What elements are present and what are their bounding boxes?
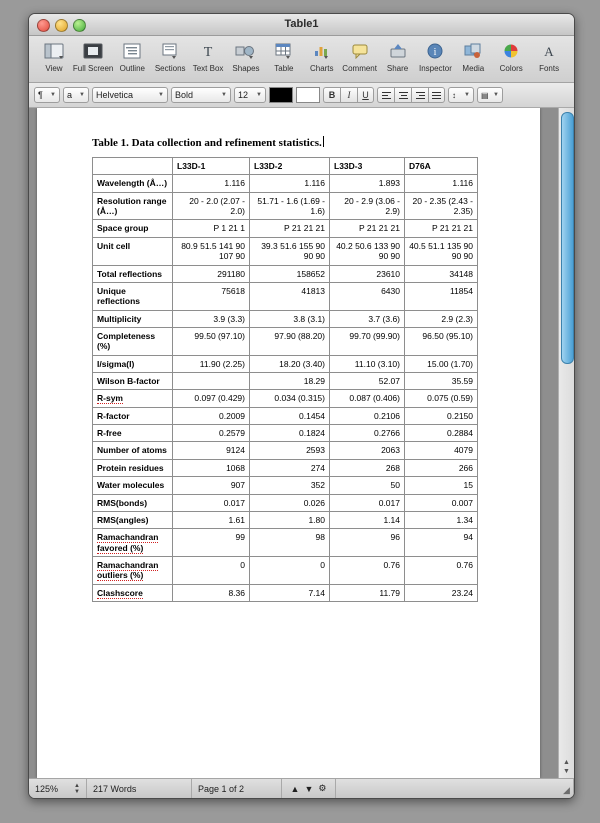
full-screen-icon	[83, 40, 103, 62]
table-cell: 1.116	[250, 175, 330, 192]
table-header-d76a: D76A	[405, 158, 478, 175]
table-cell: 0.2150	[405, 407, 478, 424]
table-cell: 11.90 (2.25)	[173, 355, 250, 372]
table-row[interactable]	[93, 237, 478, 265]
format-bar	[29, 83, 574, 108]
table-cell: 266	[405, 459, 478, 476]
align-right-icon[interactable]	[411, 87, 428, 103]
table-cell: 2063	[330, 442, 405, 459]
table-row[interactable]	[93, 373, 478, 390]
table-cell: 0.075 (0.59)	[405, 390, 478, 407]
font-size-value: 12	[238, 90, 249, 100]
toolbar-label: Fonts	[539, 64, 560, 73]
table-cell: 291180	[173, 265, 250, 282]
table-row-label	[93, 556, 173, 584]
table-cell: 2.9 (2.3)	[405, 310, 478, 327]
table-cell: 0.034 (0.315)	[250, 390, 330, 407]
table-row-label: Multiplicity	[93, 310, 173, 327]
close-button[interactable]	[37, 19, 50, 32]
toolbar-item-table[interactable]	[265, 38, 303, 80]
table-cell: 268	[330, 459, 405, 476]
table-cell: 11.10 (3.10)	[330, 355, 405, 372]
table-cell: 0	[250, 556, 330, 584]
table-row[interactable]	[93, 310, 478, 327]
toolbar-item-share[interactable]	[379, 38, 417, 80]
scroll-down-icon[interactable]: ▼	[563, 768, 570, 775]
table-cell: 0.2766	[330, 425, 405, 442]
table-cell: 0.76	[405, 556, 478, 584]
column-icon: ▤	[481, 90, 489, 100]
table-row[interactable]	[93, 442, 478, 459]
font-style-menu[interactable]	[171, 87, 231, 103]
table-row-label: Resolution range (Å…)	[93, 192, 173, 220]
table-cell: 35.59	[405, 373, 478, 390]
fill-color-swatch[interactable]	[296, 87, 320, 103]
minimize-button[interactable]	[55, 19, 68, 32]
toolbar-item-full-screen[interactable]	[73, 38, 113, 80]
table-row-label: RMS(angles)	[93, 511, 173, 528]
resize-grip-icon[interactable]: ◢	[563, 785, 570, 795]
table-icon	[274, 40, 294, 62]
toolbar-item-media[interactable]	[454, 38, 492, 80]
spelling-underline: Ramachandran favored (%)	[97, 532, 159, 553]
font-family-value: Helvetica	[96, 90, 134, 100]
align-justify-icon[interactable]	[428, 87, 445, 103]
table-cell	[173, 373, 250, 390]
toolbar-item-text-box[interactable]	[189, 38, 227, 80]
toolbar-label: Text Box	[192, 64, 224, 73]
table-cell: 3.8 (3.1)	[250, 310, 330, 327]
table-cell: 15.00 (1.70)	[405, 355, 478, 372]
table-cell: 0	[173, 556, 250, 584]
table-header-row	[93, 158, 478, 175]
font-style-value: Bold	[175, 90, 194, 100]
outline-icon	[122, 40, 142, 62]
next-page-icon[interactable]: ▼	[304, 783, 314, 794]
table-header-l33d1: L33D-1	[173, 158, 250, 175]
toolbar-label: Full Screen	[72, 64, 114, 73]
table-row-label: Unit cell	[93, 237, 173, 265]
zoom-value: 125%	[35, 783, 59, 794]
table-row[interactable]	[93, 282, 478, 310]
table-row-label: Wilson B-factor	[93, 373, 173, 390]
spelling-underline: R-sym	[97, 393, 123, 404]
table-cell: 99	[173, 529, 250, 557]
column-spacing-menu[interactable]	[477, 87, 503, 103]
table-row-label: Number of atoms	[93, 442, 173, 459]
table-header-blank	[93, 158, 173, 175]
table-cell: 99.70 (99.90)	[330, 327, 405, 355]
table-cell: 40.5 51.1 135 90 90 90	[405, 237, 478, 265]
table-cell: 39.3 51.6 155 90 90 90	[250, 237, 330, 265]
table-row-label	[93, 584, 173, 601]
document-area	[29, 108, 574, 778]
table-row[interactable]	[93, 584, 478, 601]
table-header-l33d3: L33D-3	[330, 158, 405, 175]
chevron-down-icon: ▼	[256, 92, 262, 98]
media-icon	[463, 40, 483, 62]
statistics-table[interactable]	[92, 157, 478, 602]
paragraph-style-menu[interactable]	[34, 87, 60, 103]
table-cell: 0.2579	[173, 425, 250, 442]
table-row-label: R-factor	[93, 407, 173, 424]
spelling-underline: Ramachandran outliers (%)	[97, 559, 159, 581]
previous-page-icon[interactable]: ▲	[290, 783, 300, 794]
table-row[interactable]	[93, 425, 478, 442]
table-row[interactable]	[93, 529, 478, 557]
font-family-menu[interactable]	[92, 87, 168, 103]
chevron-down-icon: ▼	[493, 92, 499, 98]
table-cell: 0.026	[250, 494, 330, 511]
alignment-group	[377, 87, 445, 103]
table-cell: 3.7 (3.6)	[330, 310, 405, 327]
zoom-stepper-icon[interactable]: ▲ ▼	[74, 782, 80, 795]
italic-button[interactable]: I	[340, 87, 357, 103]
title-bar[interactable]	[29, 14, 574, 36]
toolbar-item-outline[interactable]	[113, 38, 151, 80]
table-row-label: Protein residues	[93, 459, 173, 476]
page-title	[92, 136, 524, 149]
list-style-menu[interactable]	[63, 87, 89, 103]
table-cell: 23610	[330, 265, 405, 282]
table-cell: 18.20 (3.40)	[250, 355, 330, 372]
page-settings-icon[interactable]: ⚙	[318, 783, 327, 793]
scrollbar-arrows[interactable]	[560, 758, 573, 776]
toolbar-label: Inspector	[418, 64, 452, 73]
table-row-label: R-free	[93, 425, 173, 442]
table-row-label: I/sigma(I)	[93, 355, 173, 372]
table-cell: 1.116	[173, 175, 250, 192]
toolbar-label: Sections	[154, 64, 186, 73]
toolbar-label: Outline	[119, 64, 145, 73]
toolbar-label: Colors	[499, 64, 523, 73]
table-row[interactable]	[93, 407, 478, 424]
table-cell: P 21 21 21	[405, 220, 478, 237]
table-cell: 0.1824	[250, 425, 330, 442]
toolbar-label: View	[45, 64, 63, 73]
table-cell: 0.017	[173, 494, 250, 511]
table-cell: 0.1454	[250, 407, 330, 424]
table-row-label: Water molecules	[93, 477, 173, 494]
toolbar-item-fonts[interactable]	[530, 38, 568, 80]
table-row[interactable]	[93, 390, 478, 407]
table-cell: P 21 21 21	[250, 220, 330, 237]
colors-icon	[501, 40, 521, 62]
word-count: 217 Words	[87, 779, 192, 798]
list-style-value: a	[67, 90, 73, 100]
table-cell: 158652	[250, 265, 330, 282]
table-cell: 9124	[173, 442, 250, 459]
chevron-down-icon: ▼	[221, 92, 227, 98]
table-cell: 0.76	[330, 556, 405, 584]
table-cell: 1.116	[405, 175, 478, 192]
toolbar-item-sections[interactable]	[151, 38, 189, 80]
toolbar-label: Table	[274, 64, 294, 73]
table-cell: 34148	[405, 265, 478, 282]
table-cell: 18.29	[250, 373, 330, 390]
character-style-group	[323, 87, 374, 103]
table-row-label: RMS(bonds)	[93, 494, 173, 511]
share-icon	[388, 40, 408, 62]
table-cell: 4079	[405, 442, 478, 459]
font-size-menu[interactable]	[234, 87, 266, 103]
table-row[interactable]	[93, 494, 478, 511]
svg-text:A: A	[544, 44, 554, 59]
line-spacing-menu[interactable]	[448, 87, 474, 103]
zoom-button[interactable]	[73, 19, 86, 32]
toolbar-item-shapes[interactable]	[227, 38, 265, 80]
table-cell: 274	[250, 459, 330, 476]
table-cell: 52.07	[330, 373, 405, 390]
comment-icon	[350, 40, 370, 62]
table-cell: P 21 21 21	[330, 220, 405, 237]
spelling-underline: Clashscore	[97, 587, 143, 598]
table-row[interactable]	[93, 327, 478, 355]
svg-text:T: T	[203, 45, 213, 59]
table-cell: 11854	[405, 282, 478, 310]
table-cell: 41813	[250, 282, 330, 310]
table-cell: 51.71 - 1.6 (1.69 - 1.6)	[250, 192, 330, 220]
window-title: Table1	[284, 18, 319, 30]
sections-icon	[160, 40, 180, 62]
text-box-icon	[198, 40, 218, 62]
table-cell: 8.36	[173, 584, 250, 601]
table-row[interactable]	[93, 220, 478, 237]
shapes-icon	[235, 40, 257, 62]
table-cell: 94	[405, 529, 478, 557]
page-indicator: Page 1 of 2	[192, 779, 282, 798]
table-cell: 1.34	[405, 511, 478, 528]
table-row[interactable]	[93, 477, 478, 494]
table-row-label	[93, 529, 173, 557]
table-cell: 20 - 2.9 (3.06 - 2.9)	[330, 192, 405, 220]
bold-button[interactable]: B	[323, 87, 340, 103]
table-row[interactable]	[93, 265, 478, 282]
toolbar	[29, 36, 574, 83]
table-row-label	[93, 390, 173, 407]
table-cell: 0.087 (0.406)	[330, 390, 405, 407]
table-row[interactable]	[93, 192, 478, 220]
scroll-up-icon[interactable]: ▲	[563, 759, 570, 766]
table-cell: 40.2 50.6 133 90 90 90	[330, 237, 405, 265]
align-center-icon[interactable]	[394, 87, 411, 103]
table-row-label: Unique reflections	[93, 282, 173, 310]
table-cell: 0.2009	[173, 407, 250, 424]
table-cell: 1.893	[330, 175, 405, 192]
table-cell: 75618	[173, 282, 250, 310]
toolbar-label: Charts	[309, 64, 334, 73]
toolbar-label: Share	[386, 64, 409, 73]
table-header-l33d2: L33D-2	[250, 158, 330, 175]
vertical-scrollbar[interactable]	[558, 108, 574, 778]
table-row-label: Completeness (%)	[93, 327, 173, 355]
paragraph-style-value: ¶	[38, 90, 43, 100]
status-bar	[29, 778, 574, 798]
table-cell: 352	[250, 477, 330, 494]
scrollbar-thumb[interactable]	[561, 112, 574, 364]
underline-button[interactable]: U	[357, 87, 374, 103]
page-title-text: Table 1. Data collection and refinement statistics.	[92, 137, 322, 149]
toolbar-label: Shapes	[232, 64, 260, 73]
table-cell: 907	[173, 477, 250, 494]
document-window	[28, 13, 575, 799]
table-cell: 1.61	[173, 511, 250, 528]
table-cell: 3.9 (3.3)	[173, 310, 250, 327]
toolbar-item-charts[interactable]	[303, 38, 341, 80]
text-color-swatch[interactable]	[269, 87, 293, 103]
table-row-label: Space group	[93, 220, 173, 237]
table-cell: 15	[405, 477, 478, 494]
table-cell: 96	[330, 529, 405, 557]
svg-text:i: i	[434, 47, 437, 58]
table-cell: 80.9 51.5 141 90 107 90	[173, 237, 250, 265]
table-cell: 99.50 (97.10)	[173, 327, 250, 355]
toolbar-label: Media	[462, 64, 485, 73]
table-row-label: Wavelength (Å…)	[93, 175, 173, 192]
table-cell: 50	[330, 477, 405, 494]
table-cell: 0.2106	[330, 407, 405, 424]
toolbar-item-view[interactable]	[35, 38, 73, 80]
table-cell: 1068	[173, 459, 250, 476]
table-row[interactable]	[93, 355, 478, 372]
zoom-control[interactable]	[29, 779, 87, 798]
toolbar-item-inspector[interactable]	[416, 38, 454, 80]
chevron-down-icon: ▼	[464, 92, 470, 98]
toolbar-label: Comment	[342, 64, 377, 73]
table-cell: 1.14	[330, 511, 405, 528]
table-cell: 23.24	[405, 584, 478, 601]
table-cell: P 1 21 1	[173, 220, 250, 237]
table-cell: 0.017	[330, 494, 405, 511]
chevron-down-icon: ▼	[50, 92, 56, 98]
table-cell: 0.097 (0.429)	[173, 390, 250, 407]
text-cursor	[323, 136, 324, 147]
view-icon	[44, 40, 64, 62]
table-cell: 0.007	[405, 494, 478, 511]
table-cell: 6430	[330, 282, 405, 310]
inspector-icon	[425, 40, 445, 62]
status-bar-filler	[336, 779, 574, 798]
table-cell: 0.2884	[405, 425, 478, 442]
table-cell: 20 - 2.0 (2.07 - 2.0)	[173, 192, 250, 220]
table-cell: 2593	[250, 442, 330, 459]
align-left-icon[interactable]	[377, 87, 394, 103]
chevron-down-icon: ▼	[79, 92, 85, 98]
table-row[interactable]	[93, 511, 478, 528]
table-cell: 96.50 (95.10)	[405, 327, 478, 355]
table-cell: 7.14	[250, 584, 330, 601]
table-row[interactable]	[93, 175, 478, 192]
page-navigation[interactable]	[282, 779, 336, 798]
fonts-icon	[539, 40, 559, 62]
toolbar-item-colors[interactable]	[492, 38, 530, 80]
chevron-down-icon: ▼	[158, 92, 164, 98]
window-controls	[37, 19, 86, 32]
table-cell: 98	[250, 529, 330, 557]
table-cell: 11.79	[330, 584, 405, 601]
line-spacing-icon: ↕	[452, 90, 456, 100]
table-cell: 1.80	[250, 511, 330, 528]
document-page[interactable]	[37, 108, 540, 778]
table-cell: 20 - 2.35 (2.43 - 2.35)	[405, 192, 478, 220]
toolbar-item-comment[interactable]	[341, 38, 379, 80]
table-row[interactable]	[93, 459, 478, 476]
table-cell: 97.90 (88.20)	[250, 327, 330, 355]
charts-icon	[312, 40, 332, 62]
table-row[interactable]	[93, 556, 478, 584]
table-row-label: Total reflections	[93, 265, 173, 282]
